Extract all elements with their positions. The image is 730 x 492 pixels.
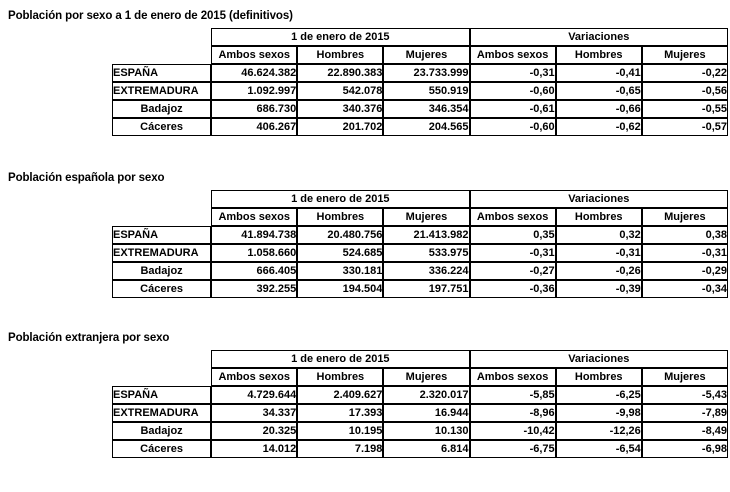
cell-both-sexes: 406.267 [211, 118, 297, 136]
cell-both-sexes: 1.092.997 [211, 82, 297, 100]
data-table [112, 190, 728, 298]
cell-var-men: -6,54 [556, 440, 642, 458]
corner-spacer [112, 208, 211, 226]
cell-var-both-sexes: -6,75 [470, 440, 556, 458]
table-row [112, 440, 728, 458]
cell-var-both-sexes: -0,60 [470, 118, 556, 136]
data-table [112, 350, 728, 458]
subheader-var-men: Hombres [556, 208, 642, 226]
row-label: Cáceres [112, 280, 211, 298]
cell-var-women: -8,49 [642, 422, 728, 440]
row-label: ESPAÑA [112, 226, 211, 244]
cell-men: 7.198 [297, 440, 383, 458]
group-header-row [112, 350, 728, 368]
cell-var-men: -0,66 [556, 100, 642, 118]
cell-women: 21.413.982 [383, 226, 469, 244]
subheader-women: Mujeres [383, 46, 469, 64]
row-label: ESPAÑA [112, 64, 211, 82]
cell-var-both-sexes: -0,36 [470, 280, 556, 298]
cell-var-both-sexes: -0,60 [470, 82, 556, 100]
group-header-variations: Variaciones [470, 350, 728, 368]
cell-men: 22.890.383 [297, 64, 383, 82]
subheader-var-women: Mujeres [642, 208, 728, 226]
cell-women: 204.565 [383, 118, 469, 136]
cell-var-women: 0,38 [642, 226, 728, 244]
cell-men: 330.181 [297, 262, 383, 280]
table-row [112, 404, 728, 422]
cell-both-sexes: 686.730 [211, 100, 297, 118]
sub-header-row [112, 368, 728, 386]
cell-men: 524.685 [297, 244, 383, 262]
table-title: Población por sexo a 1 de enero de 2015 (definitivos) [8, 10, 293, 22]
subheader-var-both-sexes: Ambos sexos [470, 46, 556, 64]
table-title: Población extranjera por sexo [8, 332, 170, 344]
cell-var-men: -0,31 [556, 244, 642, 262]
table-row [112, 386, 728, 404]
table-row [112, 422, 728, 440]
cell-var-both-sexes: 0,35 [470, 226, 556, 244]
cell-var-men: -0,39 [556, 280, 642, 298]
subheader-both-sexes: Ambos sexos [211, 46, 297, 64]
corner-spacer [112, 350, 211, 368]
group-header-date: 1 de enero de 2015 [211, 190, 469, 208]
table-title: Población española por sexo [8, 172, 165, 184]
cell-var-women: -0,34 [642, 280, 728, 298]
subheader-var-women: Mujeres [642, 368, 728, 386]
group-header-date: 1 de enero de 2015 [211, 350, 469, 368]
data-table [112, 28, 728, 136]
cell-var-men: -0,65 [556, 82, 642, 100]
group-header-variations: Variaciones [470, 28, 728, 46]
cell-both-sexes: 20.325 [211, 422, 297, 440]
subheader-men: Hombres [297, 208, 383, 226]
corner-spacer [112, 46, 211, 64]
cell-both-sexes: 14.012 [211, 440, 297, 458]
cell-var-men: -0,26 [556, 262, 642, 280]
subheader-women: Mujeres [383, 208, 469, 226]
cell-var-men: -9,98 [556, 404, 642, 422]
cell-both-sexes: 41.894.738 [211, 226, 297, 244]
cell-var-both-sexes: -5,85 [470, 386, 556, 404]
row-label: Badajoz [112, 422, 211, 440]
cell-var-women: -0,29 [642, 262, 728, 280]
cell-var-both-sexes: -0,27 [470, 262, 556, 280]
subheader-var-women: Mujeres [642, 46, 728, 64]
cell-var-women: -7,89 [642, 404, 728, 422]
cell-men: 17.393 [297, 404, 383, 422]
cell-both-sexes: 34.337 [211, 404, 297, 422]
corner-spacer [112, 368, 211, 386]
cell-women: 533.975 [383, 244, 469, 262]
cell-var-both-sexes: -10,42 [470, 422, 556, 440]
cell-women: 336.224 [383, 262, 469, 280]
cell-men: 2.409.627 [297, 386, 383, 404]
subheader-women: Mujeres [383, 368, 469, 386]
corner-spacer [112, 190, 211, 208]
cell-men: 340.376 [297, 100, 383, 118]
row-label: EXTREMADURA [112, 82, 211, 100]
row-label: Badajoz [112, 100, 211, 118]
sub-header-row [112, 46, 728, 64]
cell-var-men: -0,41 [556, 64, 642, 82]
cell-men: 194.504 [297, 280, 383, 298]
row-label: Cáceres [112, 440, 211, 458]
cell-men: 10.195 [297, 422, 383, 440]
cell-both-sexes: 4.729.644 [211, 386, 297, 404]
cell-var-women: -0,56 [642, 82, 728, 100]
subheader-men: Hombres [297, 46, 383, 64]
cell-var-women: -0,55 [642, 100, 728, 118]
group-header-row [112, 28, 728, 46]
subheader-both-sexes: Ambos sexos [211, 368, 297, 386]
cell-both-sexes: 666.405 [211, 262, 297, 280]
table-row [112, 280, 728, 298]
subheader-men: Hombres [297, 368, 383, 386]
cell-var-men: 0,32 [556, 226, 642, 244]
cell-var-women: -0,31 [642, 244, 728, 262]
table-row [112, 100, 728, 118]
cell-women: 2.320.017 [383, 386, 469, 404]
row-label: ESPAÑA [112, 386, 211, 404]
cell-women: 197.751 [383, 280, 469, 298]
subheader-var-both-sexes: Ambos sexos [470, 208, 556, 226]
cell-var-men: -0,62 [556, 118, 642, 136]
subheader-var-men: Hombres [556, 368, 642, 386]
cell-men: 201.702 [297, 118, 383, 136]
cell-women: 16.944 [383, 404, 469, 422]
row-label: EXTREMADURA [112, 404, 211, 422]
row-label: Badajoz [112, 262, 211, 280]
cell-women: 550.919 [383, 82, 469, 100]
cell-var-both-sexes: -8,96 [470, 404, 556, 422]
table-row [112, 244, 728, 262]
cell-men: 20.480.756 [297, 226, 383, 244]
row-label: EXTREMADURA [112, 244, 211, 262]
corner-spacer [112, 28, 211, 46]
cell-var-women: -0,22 [642, 64, 728, 82]
table-row [112, 118, 728, 136]
cell-var-men: -12,26 [556, 422, 642, 440]
sub-header-row [112, 208, 728, 226]
cell-women: 10.130 [383, 422, 469, 440]
subheader-var-both-sexes: Ambos sexos [470, 368, 556, 386]
cell-women: 23.733.999 [383, 64, 469, 82]
cell-var-both-sexes: -0,31 [470, 64, 556, 82]
cell-men: 542.078 [297, 82, 383, 100]
cell-both-sexes: 46.624.382 [211, 64, 297, 82]
table-row [112, 262, 728, 280]
cell-both-sexes: 392.255 [211, 280, 297, 298]
cell-var-women: -5,43 [642, 386, 728, 404]
cell-var-both-sexes: -0,61 [470, 100, 556, 118]
cell-var-men: -6,25 [556, 386, 642, 404]
group-header-date: 1 de enero de 2015 [211, 28, 469, 46]
subheader-both-sexes: Ambos sexos [211, 208, 297, 226]
table-row [112, 226, 728, 244]
table-row [112, 64, 728, 82]
row-label: Cáceres [112, 118, 211, 136]
cell-both-sexes: 1.058.660 [211, 244, 297, 262]
cell-var-women: -0,57 [642, 118, 728, 136]
subheader-var-men: Hombres [556, 46, 642, 64]
group-header-row [112, 190, 728, 208]
cell-var-both-sexes: -0,31 [470, 244, 556, 262]
cell-women: 346.354 [383, 100, 469, 118]
cell-var-women: -6,98 [642, 440, 728, 458]
cell-women: 6.814 [383, 440, 469, 458]
group-header-variations: Variaciones [470, 190, 728, 208]
table-row [112, 82, 728, 100]
